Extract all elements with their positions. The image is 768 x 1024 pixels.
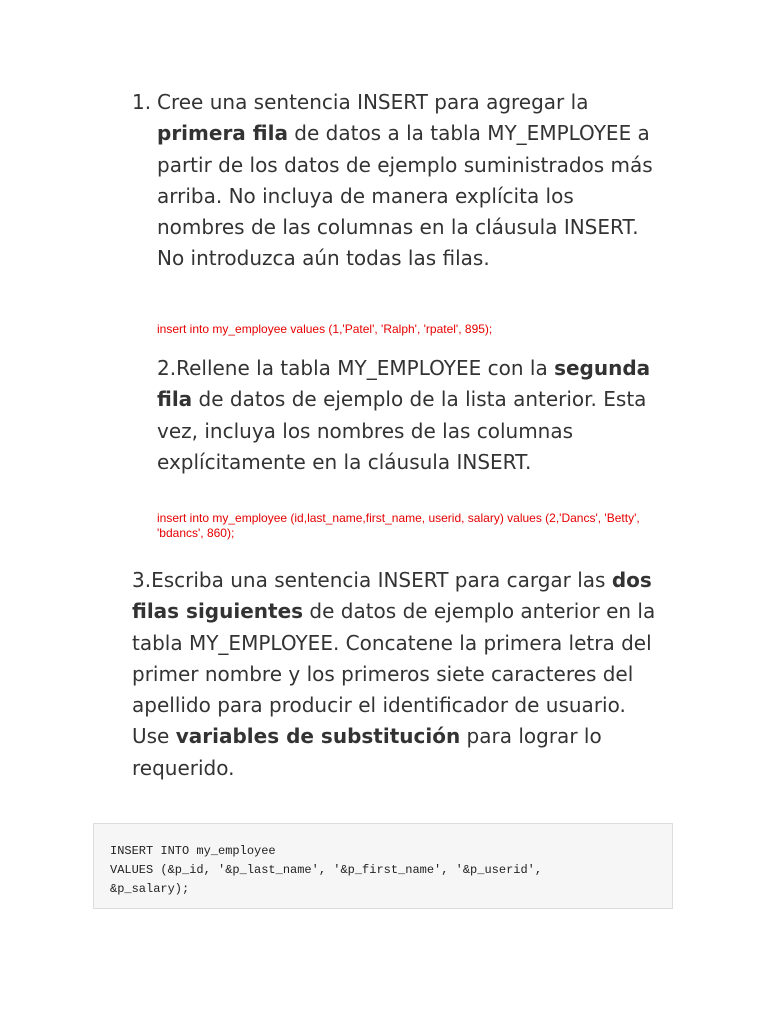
question-1-text-start: Cree una sentencia INSERT para agregar la bbox=[157, 90, 589, 114]
question-3-text-start: 3.Escriba una sentencia INSERT para cargar las bbox=[132, 568, 612, 592]
question-1-text-end: de datos a la tabla MY_EMPLOYEE a partir de los datos de ejemplo suministrados más arriba. No incluya de manera explícita los nombres de las columnas en la cláusula INSERT. No introduzca aún todas las filas. bbox=[157, 121, 653, 271]
answer-1-sql: insert into my_employee values (1,'Patel', 'Ralph', 'rpatel', 895); bbox=[157, 322, 493, 336]
question-1-text bbox=[157, 87, 657, 275]
question-3-bold-phrase-2: variables de substitución bbox=[175, 724, 461, 749]
sql-code-block bbox=[93, 823, 673, 909]
question-2-text-end: de datos de ejemplo de la lista anterior. Esta vez, incluya los nombres de las columnas explícitamente en la cláusula INSERT. bbox=[157, 387, 647, 474]
question-2-text bbox=[157, 353, 667, 478]
question-3-text bbox=[132, 565, 660, 784]
question-3-text-end: para lograr lo requerido. bbox=[132, 724, 602, 780]
question-3-text-middle: de datos de ejemplo anterior en la tabla MY_EMPLOYEE. Concatene la primera letra del primer nombre y los primeros siete caracteres del apellido para producir el identificador de usuario. Use bbox=[132, 599, 656, 749]
code-line-1: INSERT INTO my_employee bbox=[110, 844, 276, 858]
question-3-bold-phrase-1: dos filas siguientes bbox=[132, 568, 652, 624]
question-1-number: 1. bbox=[132, 90, 152, 114]
question-2-bold-phrase: segunda fila bbox=[157, 356, 651, 412]
question-1-bold-phrase: primera fila bbox=[157, 121, 288, 146]
code-line-3: &p_salary); bbox=[110, 882, 190, 896]
question-2-text-start: 2.Rellene la tabla MY_EMPLOYEE con la bbox=[157, 356, 555, 380]
code-line-2: VALUES (&p_id, '&p_last_name', '&p_first_name', '&p_userid', bbox=[110, 863, 543, 877]
answer-2-sql: insert into my_employee (id,last_name,first_name, userid, salary) values (2,'Dancs', 'Betty', 'bdancs', 860); bbox=[157, 511, 640, 540]
